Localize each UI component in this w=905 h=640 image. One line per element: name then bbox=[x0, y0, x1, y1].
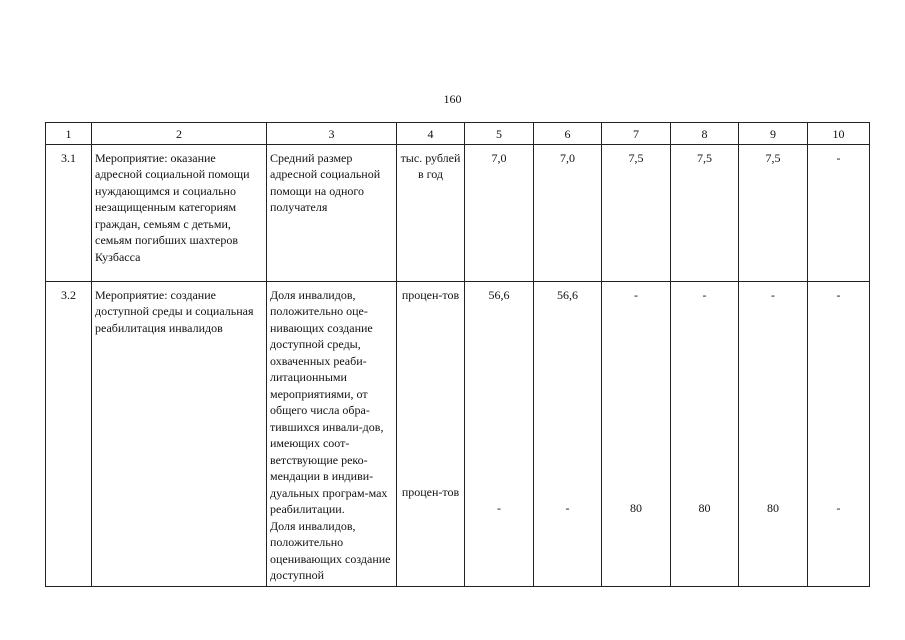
value: - bbox=[836, 287, 841, 302]
row-number: 3.1 bbox=[46, 144, 92, 281]
indicator-name-cell bbox=[267, 281, 397, 586]
value: - bbox=[836, 501, 841, 515]
value: 80 bbox=[698, 501, 711, 515]
header-cell: 3 bbox=[267, 123, 397, 145]
header-cell: 9 bbox=[739, 123, 808, 145]
value-cell bbox=[465, 281, 534, 586]
value: - bbox=[702, 287, 707, 302]
value: - bbox=[634, 287, 638, 302]
value: 80 bbox=[630, 501, 642, 515]
table-row bbox=[46, 281, 870, 586]
value-cell bbox=[534, 281, 602, 586]
value-cell bbox=[602, 281, 671, 586]
value: - bbox=[497, 501, 501, 515]
unit-label: процен-тов bbox=[401, 287, 460, 302]
header-cell: 2 bbox=[92, 123, 267, 145]
value-cell: 7,5 bbox=[671, 144, 739, 281]
value: 80 bbox=[767, 501, 779, 515]
value-cell: 7,0 bbox=[534, 144, 602, 281]
value-cell: - bbox=[808, 144, 870, 281]
indicator-name-cell: Средний размер адресной социальной помощи на одного получателя bbox=[267, 144, 397, 281]
page-number: 160 bbox=[443, 92, 462, 106]
event-cell: Мероприятие: оказание адресной социальной помощи нуждающимся и социально незащищенным категориям граждан, семьям с детьми, семьям погибших шахтеров Кузбасса bbox=[92, 144, 267, 281]
event-cell: Мероприятие: создание доступной среды и социальная реабилитация инвалидов bbox=[92, 281, 267, 586]
table-row bbox=[46, 144, 870, 281]
value-cell bbox=[808, 281, 870, 586]
value-cell: 7,0 bbox=[465, 144, 534, 281]
unit-label: процен-тов bbox=[401, 485, 460, 499]
unit-cell: тыс. рублей в год bbox=[397, 144, 465, 281]
value-cell: 7,5 bbox=[602, 144, 671, 281]
header-cell: 4 bbox=[397, 123, 465, 145]
indicator-name: Доля инвалидов, положительно оце-нивающих создание доступной среды, охваченных реаби-литационными мероприятиями, от общего числа обра-тившихся инвали-дов, имеющих соот-ветствующие реко-мендации в индиви-дуальных програм-мах реабилитации. bbox=[270, 287, 388, 516]
value: - bbox=[771, 287, 775, 302]
header-row bbox=[46, 123, 870, 145]
value-cell bbox=[671, 281, 739, 586]
value-cell bbox=[739, 281, 808, 586]
value-cell: 7,5 bbox=[739, 144, 808, 281]
value: 56,6 bbox=[488, 287, 510, 302]
header-cell: 8 bbox=[671, 123, 739, 145]
indicator-name: Доля инвалидов, положительно оценивающих создание доступной bbox=[270, 518, 391, 582]
header-cell: 5 bbox=[465, 123, 534, 145]
header-cell: 10 bbox=[808, 123, 870, 145]
header-cell: 6 bbox=[534, 123, 602, 145]
row-number: 3.2 bbox=[46, 281, 92, 586]
unit-cell bbox=[397, 281, 465, 586]
value: 56,6 bbox=[557, 287, 578, 302]
indicators-table bbox=[45, 122, 870, 587]
header-cell: 1 bbox=[46, 123, 92, 145]
header-cell: 7 bbox=[602, 123, 671, 145]
value: - bbox=[565, 501, 570, 515]
